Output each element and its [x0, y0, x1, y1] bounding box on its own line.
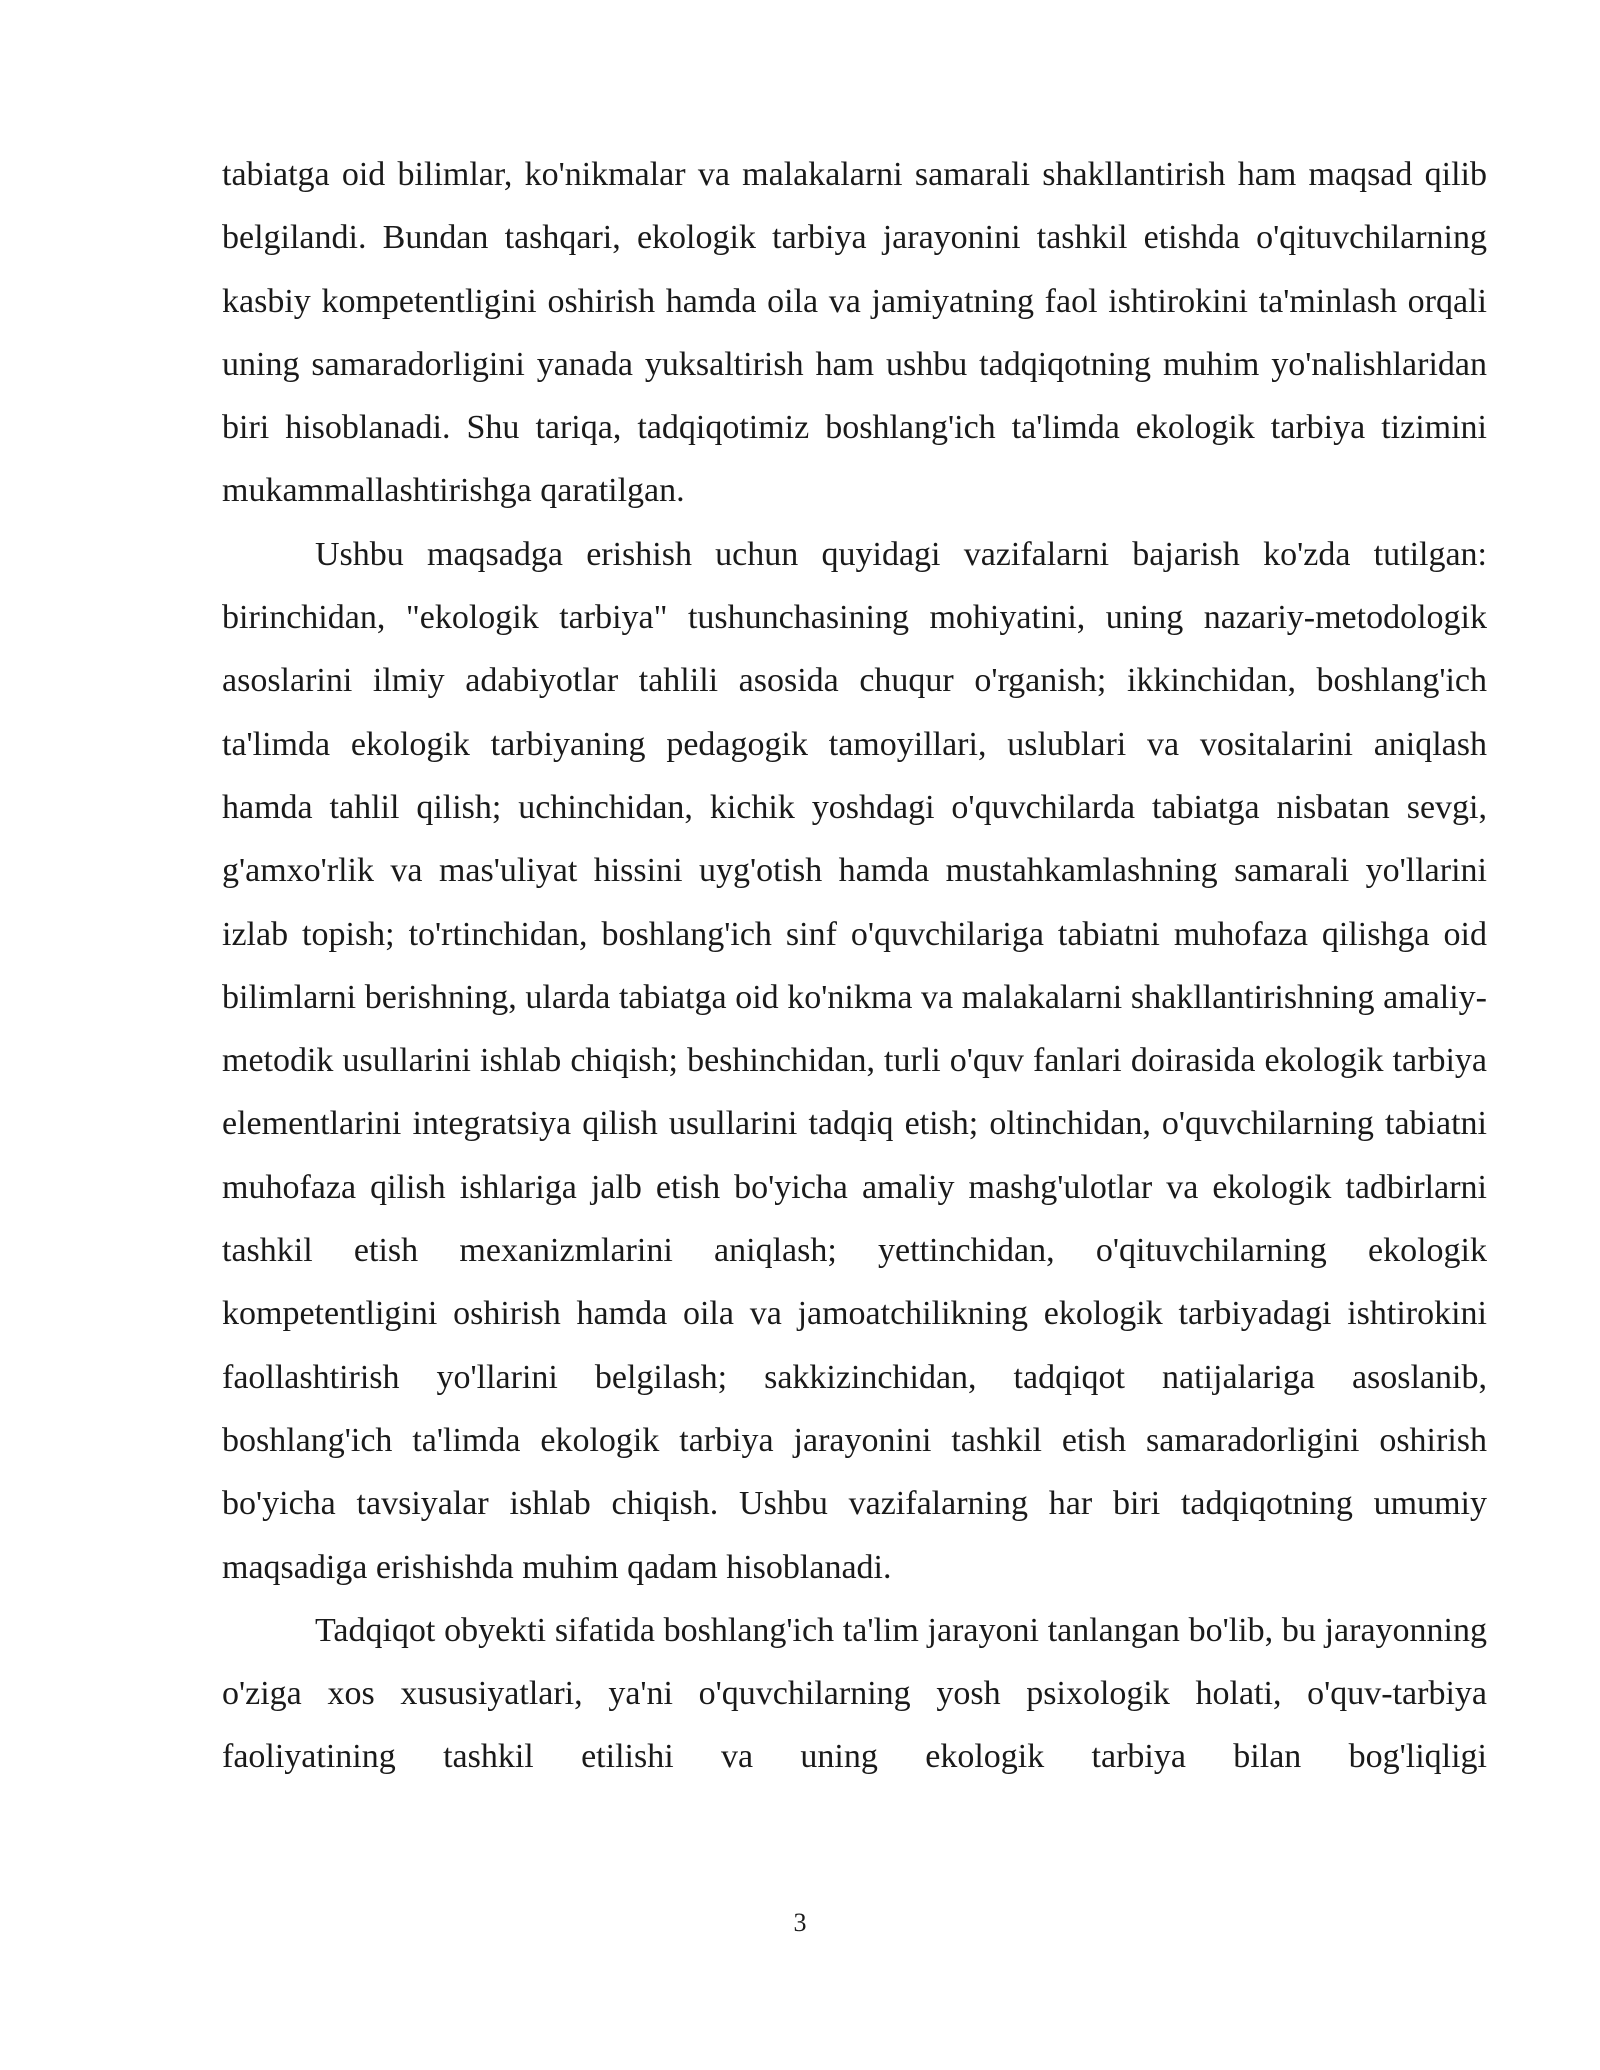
body-text [222, 143, 1487, 1789]
paragraph-continuation: tabiatga oid bilimlar, ko'nikmalar va malakalarni samarali shakllantirish ham maqsad qilib belgilandi. Bundan tashqari, ekologik tarbiya jarayonini tashkil etishda o'qituvchilarning kasbiy kompetentligini oshirish hamda oila va jamiyatning faol ishtirokini ta'minlash orqali uning samaradorligini yanada yuksaltirish ham ushbu tadqiqotning muhim yo'nalishlaridan biri hisoblanadi. Shu tariqa, tadqiqotimiz boshlang'ich ta'limda ekologik tarbiya tizimini mukammallashtirishga qaratilgan. [222, 156, 1487, 510]
page-number: 3 [793, 1908, 807, 1937]
paragraph-research-object: Tadqiqot obyekti sifatida boshlang'ich ta'lim jarayoni tanlangan bo'lib, bu jarayonning o'ziga xos xususiyatlari, ya'ni o'quvchilarning yosh psixologik holati, o'quv-tarbiya faoliyatining tashkil etilishi va uning ekologik tarbiya bilan bog'liqligi [222, 1611, 1487, 1776]
paragraph-tasks: Ushbu maqsadga erishish uchun quyidagi vazifalarni bajarish ko'zda tutilgan: birinchidan, "ekologik tarbiya" tushunchasining mohiyatini, uning nazariy-metodologik asoslarini ilmiy adabiyotlar tahlili asosida chuqur o'rganish; ikkinchidan, boshlang'ich ta'limda ekologik tarbiyaning pedagogik tamoyillari, uslublari va vositalarini aniqlash hamda tahlil qilish; uchinchidan, kichik yoshdagi o'quvchilarda tabiatga nisbatan sevgi, g'amxo'rlik va mas'uliyat hissini uyg'otish hamda mustahkamlashning samarali yo'llarini izlab topish; to'rtinchidan, boshlang'ich sinf o'quvchilariga tabiatni muhofaza qilishga oid bilimlarni berishning, ularda tabiatga oid ko'nikma va malakalarni shakllantirishning amaliy-metodik usullarini ishlab chiqish; beshinchidan, turli o'quv fanlari doirasida ekologik tarbiya elementlarini integratsiya qilish usullarini tadqiq etish; oltinchidan, o'quvchilarning tabiatni muhofaza qilish ishlariga jalb etish bo'yicha amaliy mashg'ulotlar va ekologik tadbirlarni tashkil etish mexanizmlarini aniqlash; yettinchidan, o'qituvchilarning ekologik kompetentligini oshirish hamda oila va jamoatchilikning ekologik tarbiyadagi ishtirokini faollashtirish yo'llarini belgilash; sakkizinchidan, tadqiqot natijalariga asoslanib, boshlang'ich ta'limda ekologik tarbiya jarayonini tashkil etish samaradorligini oshirish bo'yicha tavsiyalar ishlab chiqish. Ushbu vazifalarning har biri tadqiqotning umumiy maqsadiga erishishda muhim qadam hisoblanadi. [222, 535, 1487, 1586]
